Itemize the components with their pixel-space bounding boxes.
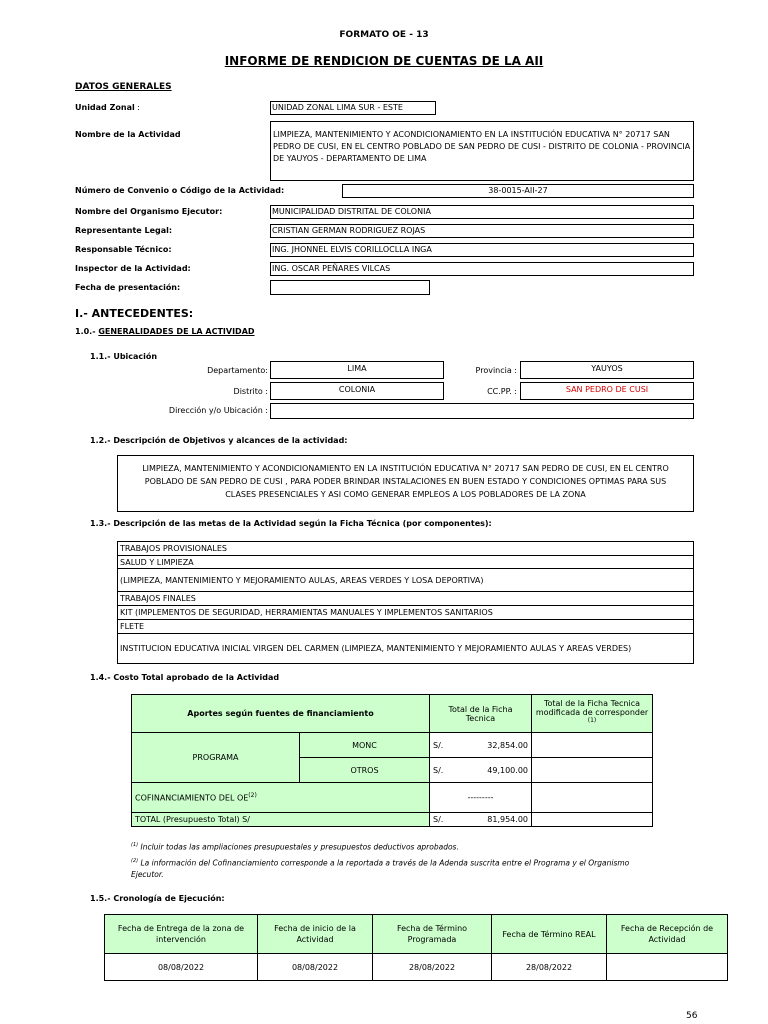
unidad-zonal-label: Unidad Zonal : <box>75 103 140 112</box>
responsable-field[interactable]: ING. JHONNEL ELVIS CORILLOCLLA INGA <box>270 243 694 257</box>
metas-table <box>117 541 694 664</box>
ccpp-label: CC.PP. : <box>487 387 517 396</box>
header-total-ficha: Total de la Ficha Tecnica <box>430 695 532 733</box>
convenio-field[interactable]: 38-0015-AII-27 <box>342 184 694 198</box>
responsable-label: Responsable Técnico: <box>75 245 172 254</box>
otros-cell: OTROS <box>300 758 430 783</box>
cofin-value: --------- <box>430 783 532 813</box>
header-total-modificada: Total de la Ficha Tecnica modificada de corresponder $^{(1)}$ <box>532 695 653 733</box>
meta-row: FLETE <box>118 620 694 634</box>
section-1-0: 1.0.- GENERALIDADES DE LA ACTIVIDAD <box>75 327 255 336</box>
meta-row: INSTITUCION EDUCATIVA INICIAL VIRGEN DEL CARMEN (LIMPIEZA, MANTENIMIENTO Y MEJORAMIENTO AULAS Y AREAS VERDES) <box>118 634 694 664</box>
otros-mod <box>532 758 653 783</box>
section-1-3: 1.3.- Descripción de las metas de la Actividad según la Ficha Técnica (por componentes): <box>90 519 492 528</box>
header-inicio: Fecha de inicio de la Actividad <box>258 915 373 954</box>
header-termino-real: Fecha de Término REAL <box>492 915 607 954</box>
departamento-field[interactable]: LIMA <box>270 361 444 379</box>
monc-cell: MONC <box>300 733 430 758</box>
organismo-field[interactable]: MUNICIPALIDAD DISTRITAL DE COLONIA <box>270 205 694 219</box>
total-value: S/. 81,954.00 <box>430 813 532 827</box>
page-number: 56 <box>686 1011 698 1021</box>
cronologia-table <box>104 914 728 981</box>
section-1-2: 1.2.- Descripción de Objetivos y alcances de la actividad: <box>90 436 348 445</box>
departamento-label: Departamento: <box>207 366 268 375</box>
value-termino-programada: 28/08/2022 <box>373 954 492 981</box>
general-heading: DATOS GENERALES <box>75 82 172 92</box>
costo-table <box>131 694 653 827</box>
fecha-field[interactable] <box>270 280 430 295</box>
direccion-field[interactable] <box>270 403 694 419</box>
meta-row: TRABAJOS PROVISIONALES <box>118 542 694 556</box>
inspector-field[interactable]: ING. OSCAR PEÑARES VILCAS <box>270 262 694 276</box>
representante-label: Representante Legal: <box>75 226 173 235</box>
meta-row: TRABAJOS FINALES <box>118 592 694 606</box>
antecedentes-heading: I.- ANTECEDENTES: <box>75 307 194 320</box>
cofin-mod <box>532 783 653 813</box>
provincia-field[interactable]: YAUYOS <box>520 361 694 379</box>
footnote-2: $^{(2)}$ La información del Cofinanciamiento corresponde a la reportada a través de la Adenda suscrita entre el Programa y el Organismo Ejecutor. <box>131 858 630 879</box>
header-termino-programada: Fecha de Término Programada <box>373 915 492 954</box>
total-cell: TOTAL (Presupuesto Total) S/ <box>132 813 430 827</box>
meta-row: (LIMPIEZA, MANTENIMIENTO Y MEJORAMIENTO AULAS, AREAS VERDES Y LOSA DEPORTIVA) <box>118 569 694 592</box>
page-title: INFORME DE RENDICION DE CUENTAS DE LA AII <box>224 54 544 68</box>
header-entrega: Fecha de Entrega de la zona de intervención <box>105 915 258 954</box>
value-inicio: 08/08/2022 <box>258 954 373 981</box>
total-mod <box>532 813 653 827</box>
provincia-label: Provincia : <box>475 366 517 375</box>
convenio-label: Número de Convenio o Código de la Actividad: <box>75 186 285 195</box>
representante-field[interactable]: CRISTIAN GERMAN RODRIGUEZ ROJAS <box>270 224 694 238</box>
section-1-5: 1.5.- Cronología de Ejecución: <box>90 894 225 903</box>
direccion-label: Dirección y/o Ubicación : <box>168 406 268 415</box>
objetivos-box: LIMPIEZA, MANTENIMIENTO Y ACONDICIONAMIENTO EN LA INSTITUCIÓN EDUCATIVA N° 20717 SAN PEDRO DE CUSI, EN EL CENTRO POBLADO DE SAN PEDRO DE CUSI , PARA PODER BRINDAR INSTALACIONES EN BUEN ESTADO Y CONDICIONES OPTIMAS PARA SUS CLASES PRESENCIALES Y ASI COMO GENERAR EMPLEOS A LOS POBLADORES DE LA ZONA <box>117 455 694 512</box>
value-termino-real: 28/08/2022 <box>492 954 607 981</box>
footnote-1: $^{(1)}$ Incluir todas las ampliaciones presupuestales y presupuestos deductivos aprobados. <box>131 842 459 852</box>
section-1-4: 1.4.- Costo Total aprobado de la Actividad <box>90 673 280 682</box>
fecha-label: Fecha de presentación: <box>75 283 181 292</box>
programa-cell: PROGRAMA <box>132 733 300 783</box>
value-entrega: 08/08/2022 <box>105 954 258 981</box>
value-recepcion <box>607 954 728 981</box>
otros-value: S/. 49,100.00 <box>430 758 532 783</box>
distrito-label: Distrito : <box>233 387 268 396</box>
monc-mod <box>532 733 653 758</box>
organismo-label: Nombre del Organismo Ejecutor: <box>75 207 223 216</box>
meta-row: KIT (IMPLEMENTOS DE SEGURIDAD, HERRAMIENTAS MANUALES Y IMPLEMENTOS SANITARIOS <box>118 606 694 620</box>
meta-row: SALUD Y LIMPIEZA <box>118 556 694 569</box>
nombre-actividad-field[interactable]: LIMPIEZA, MANTENIMIENTO Y ACONDICIONAMIENTO EN LA INSTITUCIÓN EDUCATIVA N° 20717 SAN PEDRO DE CUSI, EN EL CENTRO POBLADO DE SAN PEDRO DE CUSI - DISTRITO DE COLONIA - PROVINCIA DE YAUYOS - DEPARTAMENTO DE LIMA <box>270 121 694 181</box>
header-aportes: Aportes según fuentes de financiamiento <box>132 695 430 733</box>
header-recepcion: Fecha de Recepción de Actividad <box>607 915 728 954</box>
unidad-zonal-field[interactable]: UNIDAD ZONAL LIMA SUR - ESTE <box>270 101 436 115</box>
nombre-actividad-label: Nombre de la Actividad <box>75 130 181 139</box>
inspector-label: Inspector de la Actividad: <box>75 264 191 273</box>
section-1-1: 1.1.- Ubicación <box>90 352 158 361</box>
form-code: FORMATO OE - 13 <box>339 30 429 40</box>
ccpp-field[interactable]: SAN PEDRO DE CUSI <box>520 382 694 400</box>
monc-value: S/. 32,854.00 <box>430 733 532 758</box>
cofin-cell: COFINANCIAMIENTO DEL OE$^{(2)}$ <box>132 783 430 813</box>
distrito-field[interactable]: COLONIA <box>270 382 444 400</box>
